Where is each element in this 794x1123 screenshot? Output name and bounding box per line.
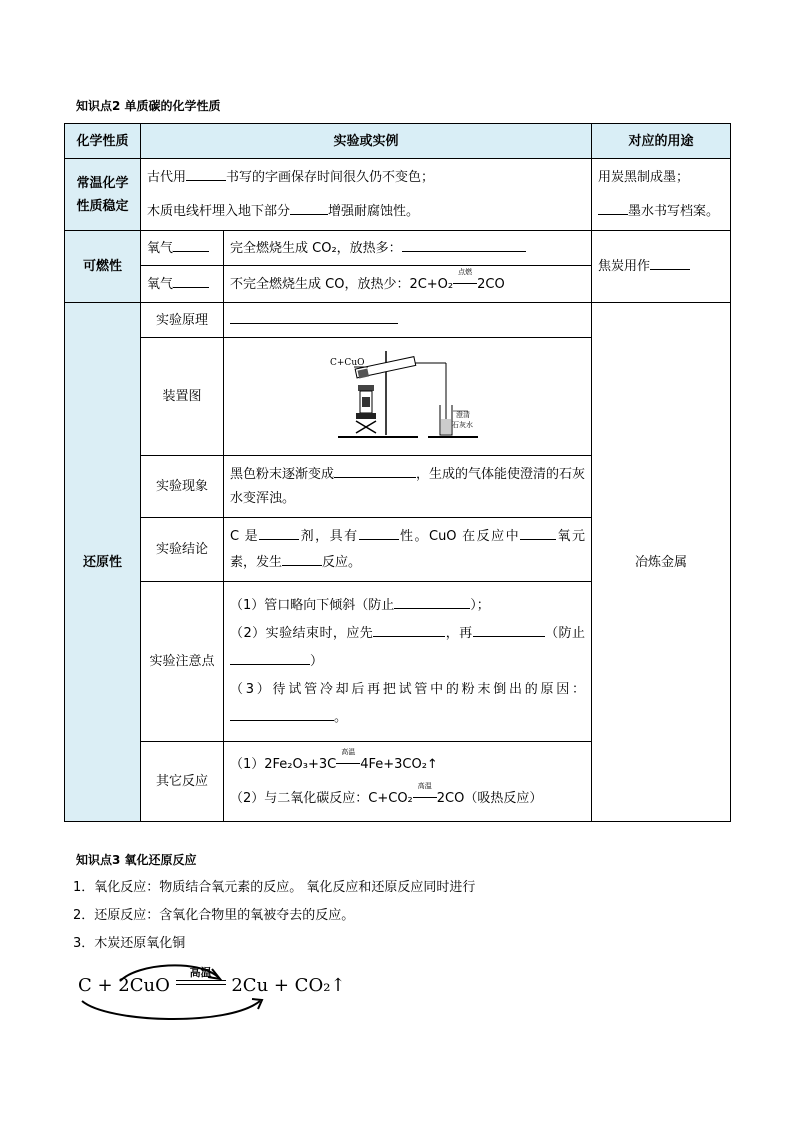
combustion-use: 焦炭用作 — [592, 231, 731, 303]
phenomenon-label: 实验现象 — [141, 456, 224, 518]
table-header-row — [65, 124, 731, 159]
conclusion-label: 实验结论 — [141, 518, 224, 582]
fill-blank — [373, 622, 445, 637]
fill-blank — [173, 237, 209, 252]
principle-blank — [224, 303, 592, 338]
table-row-room-temp — [65, 159, 731, 231]
apparatus-label-reactants: C+CuO — [329, 357, 364, 368]
fill-blank — [259, 525, 299, 540]
fill-blank — [402, 237, 526, 252]
other-label: 其它反应 — [141, 742, 224, 822]
room-temp-examples: 古代用 书写的字画保存时间很久仍不变色； 木质电线杆埋入地下部分 增强耐腐蚀性。 — [141, 159, 592, 231]
header-use: 对应的用途 — [592, 124, 731, 159]
category-combustion: 可燃性 — [65, 231, 141, 303]
header-experiment: 实验或实例 — [141, 124, 592, 159]
table-row-combustion-1 — [65, 231, 731, 266]
apparatus-diagram — [328, 349, 488, 445]
fill-blank — [650, 255, 690, 270]
carbon-properties-table — [64, 123, 731, 822]
room-temp-use: 用炭黑制成墨； 墨水书写档案。 — [592, 159, 731, 231]
fill-blank — [230, 309, 398, 324]
apparatus-label-limewater1: 澄清 — [455, 410, 470, 419]
fill-blank — [173, 273, 209, 288]
reduction-use: 冶炼金属 — [592, 303, 731, 822]
notes-label: 实验注意点 — [141, 582, 224, 742]
conclusion-text: C 是 剂，具有 性。CuO 在反应中 氧元素，发生 反应。 — [224, 518, 592, 582]
section-title-kp3: 知识点3 氧化还原反应 — [76, 853, 197, 867]
category-room-temp: 常温化学性质稳定 — [65, 159, 141, 231]
reaction-arrow: 高温 — [176, 978, 226, 991]
notes-text: （1）管口略向下倾斜（防止 ）； （2）实验结束时，应先 ，再 （防止） （3）待试管冷却后再把试管中的粉末倒出的原因：。 — [224, 582, 592, 742]
apparatus-label: 装置图 — [141, 338, 224, 456]
fill-blank — [394, 594, 470, 609]
oxygen-insufficient-label: 氧气 — [141, 266, 224, 303]
table-row-principle — [65, 303, 731, 338]
reaction-arrow: 点燃 — [453, 277, 477, 288]
category-reduction: 还原性 — [65, 303, 141, 822]
copper-oxide-equation: C + 2CuO 高温 2Cu + CO₂↑ — [78, 966, 346, 996]
fill-blank — [282, 551, 322, 566]
incomplete-combustion-text: 不完全燃烧生成 CO，放热少：2C+O₂ 点燃 2CO — [224, 266, 592, 303]
phenomenon-text: 黑色粉末逐渐变成 ，生成的气体能使澄清的石灰水变浑浊。 — [224, 456, 592, 518]
definition-oxidation: 1．氧化反应：物质结合氧元素的反应。 氧化反应和还原反应同时进行 — [73, 880, 476, 895]
definition-reduction: 2．还原反应：含氧化合物里的氧被夺去的反应。 — [73, 908, 355, 923]
section-title-kp2: 知识点2 单质碳的化学性质 — [76, 99, 221, 113]
apparatus-label-limewater2: 石灰水 — [451, 420, 473, 429]
reaction-arrow: 高温 — [413, 791, 437, 802]
fill-blank — [230, 706, 334, 721]
header-property: 化学性质 — [65, 124, 141, 159]
fill-blank — [230, 650, 310, 665]
apparatus-cell — [224, 338, 592, 456]
fill-blank — [359, 525, 399, 540]
complete-combustion-text: 完全燃烧生成 CO₂，放热多： — [224, 231, 592, 266]
reaction-arrow: 高温 — [336, 757, 360, 768]
fill-blank — [520, 525, 556, 540]
fill-blank — [290, 200, 328, 215]
other-reactions: （1）2Fe₂O₃+3C 高温 4Fe+3CO₂↑ （2）与二氧化碳反应：C+CO₂ 高温 2CO（吸热反应） — [224, 742, 592, 822]
fill-blank — [473, 622, 545, 637]
principle-label: 实验原理 — [141, 303, 224, 338]
fill-blank — [186, 166, 226, 181]
oxygen-sufficient-label: 氧气 — [141, 231, 224, 266]
fill-blank — [334, 463, 416, 478]
carbon-reduces-copper-oxide: 3．木炭还原氧化铜 — [73, 936, 186, 951]
fill-blank — [598, 200, 628, 215]
